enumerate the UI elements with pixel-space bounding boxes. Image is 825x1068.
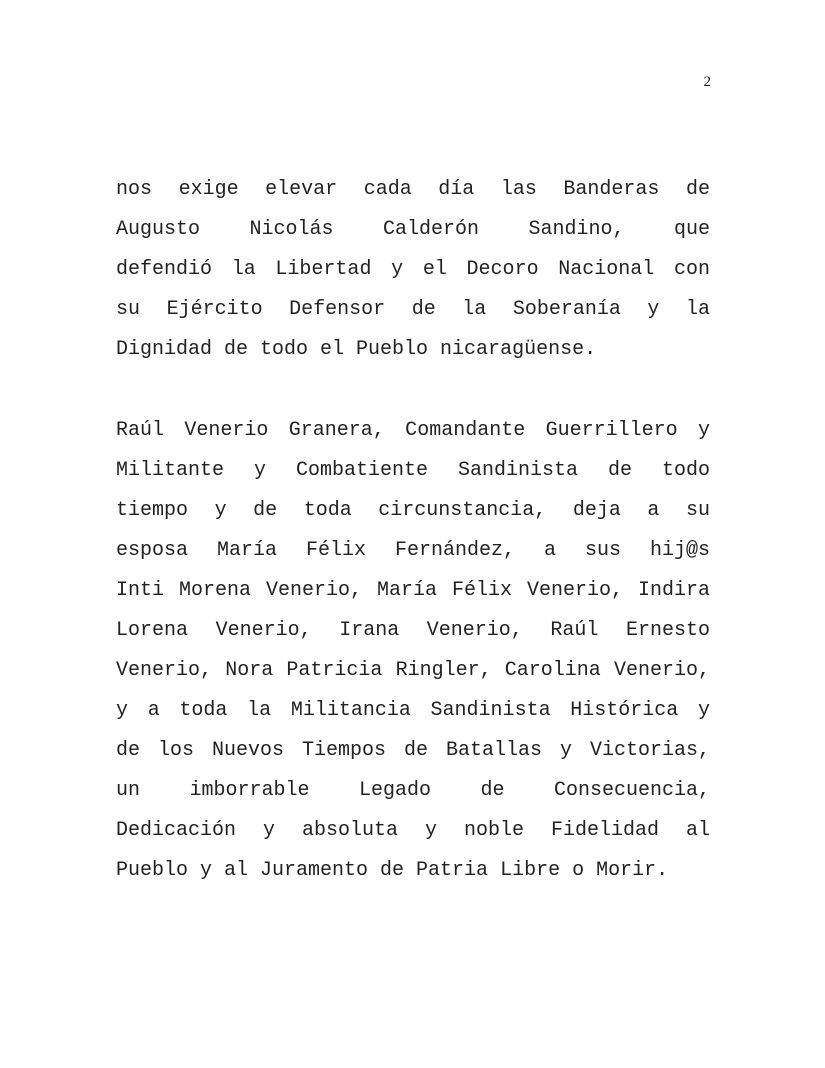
- text-line: Pueblo y al Juramento de Patria Libre o Morir.: [116, 859, 669, 882]
- paragraph-1: [116, 170, 710, 370]
- text-line: nos exige elevar cada día las Banderas de: [116, 178, 710, 201]
- text-line: de los Nuevos Tiempos de Batallas y Victorias,: [116, 739, 710, 762]
- text-line: su Ejército Defensor de la Soberanía y la: [116, 298, 710, 321]
- text-line: Venerio, Nora Patricia Ringler, Carolina Venerio,: [116, 659, 710, 682]
- paragraph-2: [116, 411, 710, 891]
- text-line: esposa María Félix Fernández, a sus hij@s: [116, 539, 710, 562]
- text-line: Lorena Venerio, Irana Venerio, Raúl Ernesto: [116, 619, 710, 642]
- text-line: y a toda la Militancia Sandinista Histórica y: [116, 699, 710, 722]
- text-line: defendió la Libertad y el Decoro Nacional con: [116, 258, 710, 281]
- text-line: un imborrable Legado de Consecuencia,: [116, 779, 710, 802]
- text-line: Dedicación y absoluta y noble Fidelidad al: [116, 819, 710, 842]
- text-line: tiempo y de toda circunstancia, deja a su: [116, 499, 710, 522]
- text-line: Militante y Combatiente Sandinista de todo: [116, 459, 710, 482]
- text-line: Raúl Venerio Granera, Comandante Guerrillero y: [116, 419, 710, 442]
- page-number: 2: [703, 74, 711, 90]
- text-line: Dignidad de todo el Pueblo nicaragüense.: [116, 338, 597, 361]
- text-line: Inti Morena Venerio, María Félix Venerio, Indira: [116, 579, 710, 602]
- text-line: Augusto Nicolás Calderón Sandino, que: [116, 218, 710, 241]
